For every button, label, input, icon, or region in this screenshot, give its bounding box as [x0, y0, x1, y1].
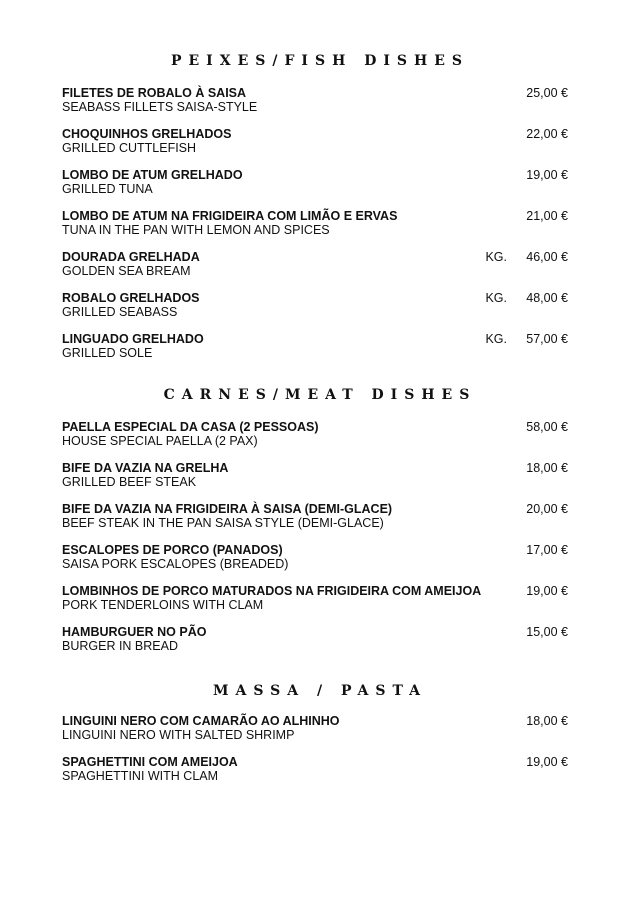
dish-price: 46,00 € — [526, 250, 568, 264]
dish-price: 25,00 € — [526, 86, 568, 100]
dish-description: BURGER IN BREAD — [62, 639, 178, 653]
dish-price: 18,00 € — [526, 461, 568, 475]
dish-description: GOLDEN SEA BREAM — [62, 264, 191, 278]
dish-description: SPAGHETTINI WITH CLAM — [62, 769, 219, 783]
fish-dishes-list — [62, 86, 568, 373]
menu-item — [62, 502, 568, 543]
menu-item — [62, 625, 568, 666]
dish-price: 19,00 € — [526, 584, 568, 598]
dish-description: HOUSE SPECIAL PAELLA (2 PAX) — [62, 434, 258, 448]
dish-name: LINGUADO GRELHADO — [62, 332, 204, 346]
section-heading-meat: CARNES/MEAT DISHES — [163, 387, 477, 403]
menu-item — [62, 332, 568, 373]
menu-item — [62, 543, 568, 584]
dish-name: LINGUINI NERO COM CAMARÃO AO ALHINHO — [62, 714, 340, 728]
dish-description: TUNA IN THE PAN WITH LEMON AND SPICES — [62, 223, 330, 237]
menu-item — [62, 291, 568, 332]
menu-item — [62, 127, 568, 168]
dish-price: 17,00 € — [526, 543, 568, 557]
section-heading-pasta: MASSA / PASTA — [213, 683, 427, 699]
dish-name: DOURADA GRELHADA — [62, 250, 200, 264]
dish-name: HAMBURGUER NO PÃO — [62, 625, 207, 639]
dish-price: 19,00 € — [526, 755, 568, 769]
dish-name: LOMBO DE ATUM NA FRIGIDEIRA COM LIMÃO E ERVAS — [62, 209, 398, 223]
dish-price: 21,00 € — [526, 209, 568, 223]
dish-price: 18,00 € — [526, 714, 568, 728]
menu-item — [62, 250, 568, 291]
dish-price: 22,00 € — [526, 127, 568, 141]
dish-name: ESCALOPES DE PORCO (PANADOS) — [62, 543, 283, 557]
dish-name: FILETES DE ROBALO À SAISA — [62, 86, 247, 100]
dish-price: 19,00 € — [526, 168, 568, 182]
dish-description: SEABASS FILLETS SAISA-STYLE — [62, 100, 258, 114]
meat-dishes-list — [62, 420, 568, 666]
menu-item — [62, 168, 568, 209]
menu-item — [62, 209, 568, 250]
dish-name: PAELLA ESPECIAL DA CASA (2 PESSOAS) — [62, 420, 319, 434]
dish-name: BIFE DA VAZIA NA GRELHA — [62, 461, 229, 475]
dish-price: 20,00 € — [526, 502, 568, 516]
menu-item — [62, 755, 568, 796]
dish-unit: KG. — [485, 332, 507, 346]
dish-description: GRILLED TUNA — [62, 182, 153, 196]
dish-description: PORK TENDERLOINS WITH CLAM — [62, 598, 264, 612]
menu-item — [62, 584, 568, 625]
dish-name: CHOQUINHOS GRELHADOS — [62, 127, 232, 141]
section-heading-fish: PEIXES/FISH DISHES — [170, 53, 469, 69]
dish-price: 58,00 € — [526, 420, 568, 434]
dish-description: GRILLED BEEF STEAK — [62, 475, 197, 489]
dish-description: GRILLED CUTTLEFISH — [62, 141, 197, 155]
pasta-dishes-list — [62, 714, 568, 796]
dish-name: ROBALO GRELHADOS — [62, 291, 200, 305]
dish-name: LOMBO DE ATUM GRELHADO — [62, 168, 243, 182]
menu-item — [62, 86, 568, 127]
dish-name: LOMBINHOS DE PORCO MATURADOS NA FRIGIDEIRA COM AMEIJOA — [62, 584, 482, 598]
dish-description: SAISA PORK ESCALOPES (BREADED) — [62, 557, 289, 571]
dish-price: 48,00 € — [526, 291, 568, 305]
menu-item — [62, 461, 568, 502]
menu-item — [62, 714, 568, 755]
dish-description: BEEF STEAK IN THE PAN SAISA STYLE (DEMI-GLACE) — [62, 516, 384, 530]
dish-description: GRILLED SEABASS — [62, 305, 178, 319]
dish-description: GRILLED SOLE — [62, 346, 153, 360]
dish-price: 15,00 € — [526, 625, 568, 639]
dish-unit: KG. — [485, 291, 507, 305]
dish-price: 57,00 € — [526, 332, 568, 346]
dish-name: SPAGHETTINI COM AMEIJOA — [62, 755, 238, 769]
dish-description: LINGUINI NERO WITH SALTED SHRIMP — [62, 728, 295, 742]
dish-name: BIFE DA VAZIA NA FRIGIDEIRA À SAISA (DEMI-GLACE) — [62, 502, 393, 516]
menu-item — [62, 420, 568, 461]
dish-unit: KG. — [485, 250, 507, 264]
